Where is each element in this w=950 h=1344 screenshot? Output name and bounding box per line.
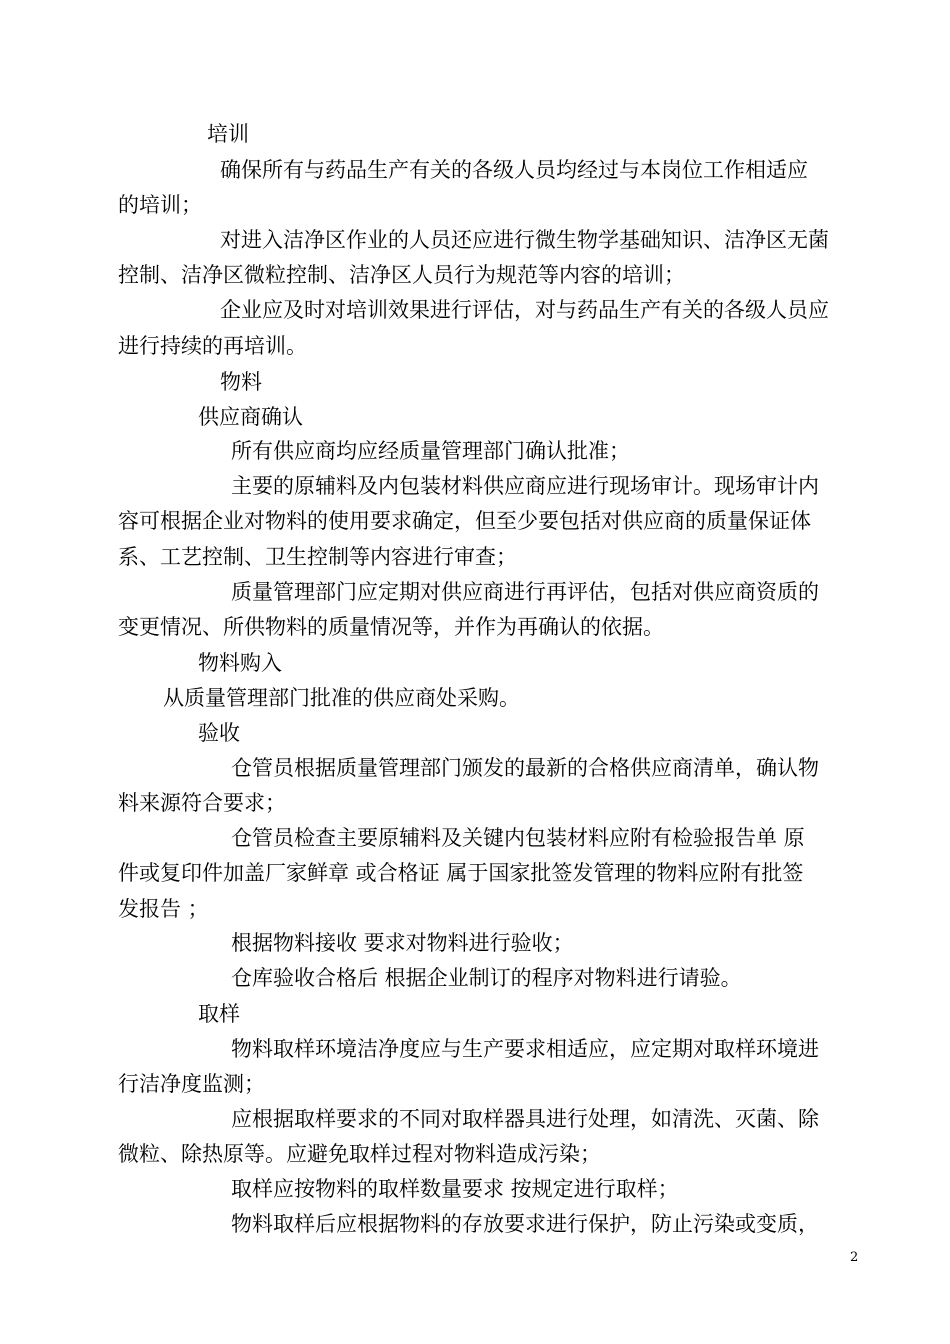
paragraph-line: 所有供应商均应经质量管理部门确认批准； bbox=[231, 439, 630, 463]
paragraph-line: 进行持续的再培训。 bbox=[118, 334, 307, 358]
paragraph-line: 仓管员根据质量管理部门颁发的最新的合格供应商清单，确认物 bbox=[231, 756, 819, 780]
paragraph-line: 仓库验收合格后 根据企业制订的程序对物料进行请验。 bbox=[231, 966, 742, 990]
paragraph-line: 企业应及时对培训效果进行评估，对与药品生产有关的各级人员应 bbox=[220, 298, 829, 322]
heading-material-purchase: 物料购入 bbox=[198, 651, 282, 675]
heading-materials: 物料 bbox=[220, 370, 262, 394]
paragraph-line: 仓管员检查主要原辅料及关键内包装材料应附有检验报告单 原 bbox=[231, 826, 805, 850]
paragraph-line: 根据物料接收 要求对物料进行验收； bbox=[231, 931, 574, 955]
paragraph-line: 取样应按物料的取样数量要求 按规定进行取样； bbox=[231, 1177, 679, 1201]
heading-supplier-confirmation: 供应商确认 bbox=[198, 405, 303, 429]
paragraph-line: 微粒、除热原等。应避免取样过程对物料造成污染； bbox=[118, 1142, 601, 1166]
heading-sampling: 取样 bbox=[198, 1002, 240, 1026]
paragraph-line: 系、工艺控制、卫生控制等内容进行审查； bbox=[118, 545, 517, 569]
paragraph-line: 应根据取样要求的不同对取样器具进行处理，如清洗、灭菌、除 bbox=[231, 1107, 819, 1131]
paragraph-line: 行洁净度监测； bbox=[118, 1072, 265, 1096]
paragraph-line: 确保所有与药品生产有关的各级人员均经过与本岗位工作相适应 bbox=[220, 158, 808, 182]
paragraph-line: 从质量管理部门批准的供应商处采购。 bbox=[163, 686, 520, 710]
heading-acceptance: 验收 bbox=[198, 721, 240, 745]
paragraph-line: 的培训； bbox=[118, 193, 202, 217]
paragraph-line: 件或复印件加盖厂家鲜章 或合格证 属于国家批签发管理的物料应附有批签 bbox=[118, 861, 804, 885]
paragraph-line: 容可根据企业对物料的使用要求确定，但至少要包括对供应商的质量保证体 bbox=[118, 509, 811, 533]
paragraph-line: 质量管理部门应定期对供应商进行再评估，包括对供应商资质的 bbox=[231, 580, 819, 604]
page-number: 2 bbox=[850, 1250, 859, 1265]
paragraph-line: 变更情况、所供物料的质量情况等，并作为再确认的依据。 bbox=[118, 615, 664, 639]
paragraph-line: 对进入洁净区作业的人员还应进行微生物学基础知识、洁净区无菌 bbox=[220, 228, 829, 252]
paragraph-line: 料来源符合要求； bbox=[118, 791, 286, 815]
paragraph-line: 物料取样后应根据物料的存放要求进行保护，防止污染或变质， bbox=[231, 1212, 819, 1236]
paragraph-line: 主要的原辅料及内包装材料供应商应进行现场审计。现场审计内 bbox=[231, 474, 819, 498]
paragraph-line: 控制、洁净区微粒控制、洁净区人员行为规范等内容的培训； bbox=[118, 263, 685, 287]
heading-training: 培训 bbox=[207, 122, 249, 146]
paragraph-line: 发报告 ； bbox=[118, 897, 209, 921]
paragraph-line: 物料取样环境洁净度应与生产要求相适应，应定期对取样环境进 bbox=[231, 1037, 819, 1061]
